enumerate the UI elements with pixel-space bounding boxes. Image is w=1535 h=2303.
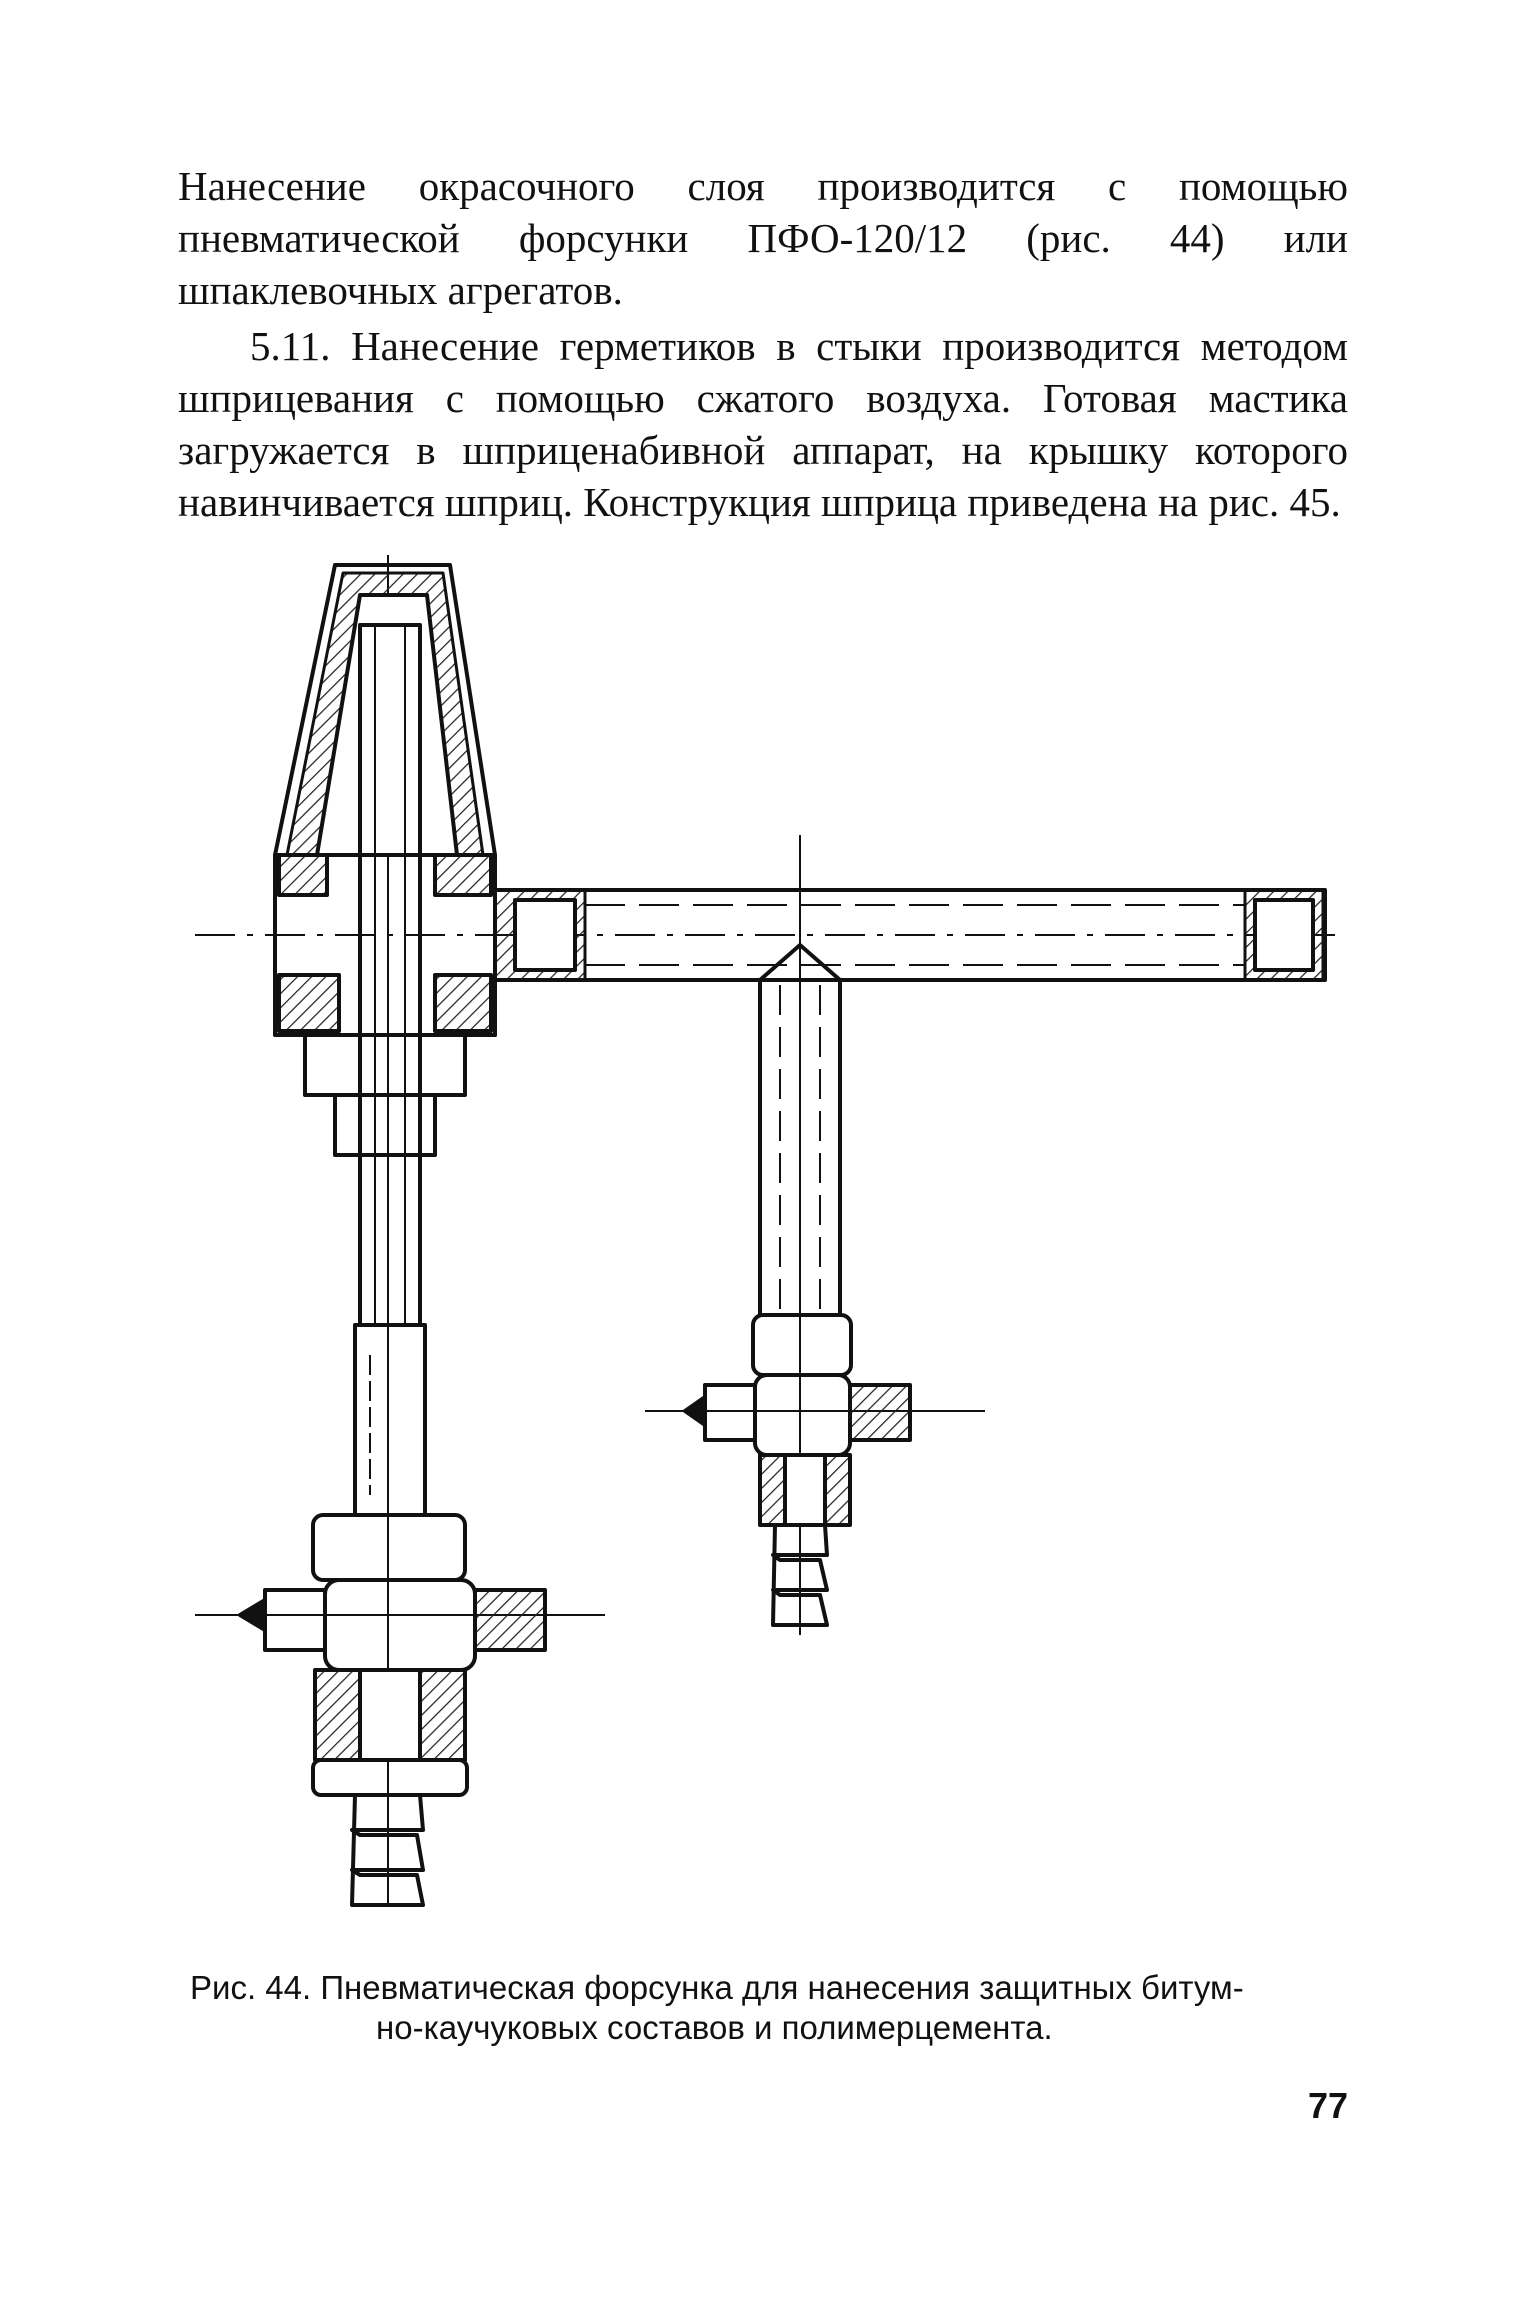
page-number: 77 [1308,2085,1349,2126]
technical-drawing [195,555,1335,1925]
figure-caption [190,1968,1350,2048]
caption-line-1: Рис. 44. Пневматическая форсунка для нанесения защитных битум- [190,1969,1244,2006]
body-text [178,160,1348,528]
left-lower-tube [355,1325,425,1515]
right-union-nut [753,1315,851,1375]
left-valve-body [325,1580,475,1670]
right-valve-body [755,1375,850,1455]
figure-44-spray-nozzle-drawing [195,555,1335,1925]
paragraph-1: Нанесение окрасочного слоя производится с помощью пневматической форсунки ПФО-120/12 (рис. 44) или шпаклевочных агрегатов. [178,163,1348,313]
caption-line-2: но-каучуковых составов и полимерцемента. [376,2009,1053,2046]
paragraph-2: 5.11. Нанесение герметиков в стыки производится методом шприцевания с помощью сжатого воздуха. Готовая мастика загружается в шприценабивной аппарат, на крышку которого навинчивается шприц. Конструкция шприца приведена на рис. 45. [178,323,1348,525]
